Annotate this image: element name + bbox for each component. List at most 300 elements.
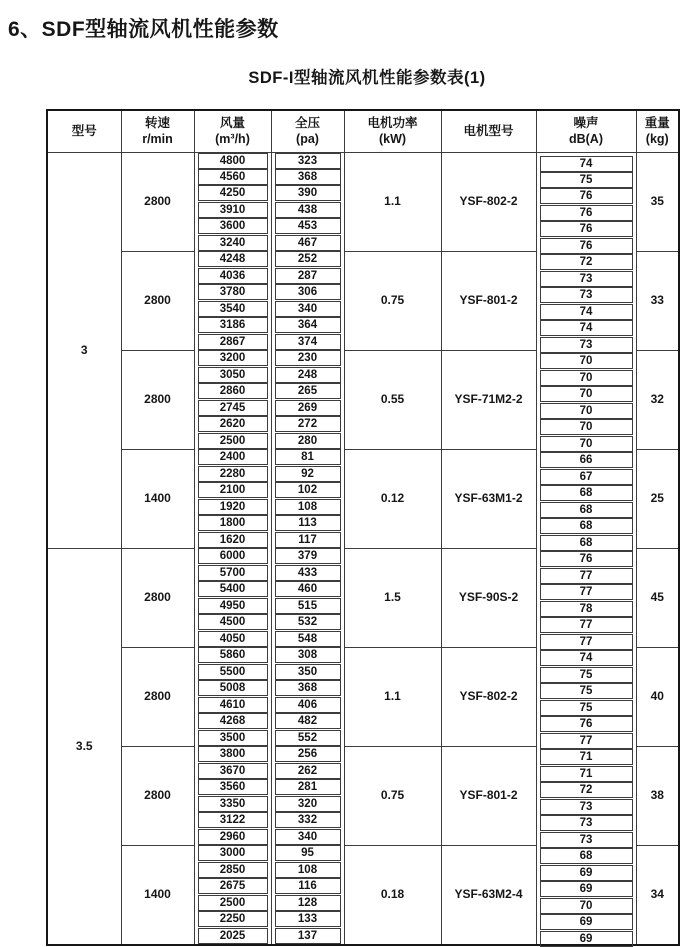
noise-cell-value: 77 [540,733,633,749]
pressure-cell-value: 287 [275,268,341,284]
airflow-cell-value: 3910 [198,202,268,218]
speed-cell: 2800 [121,251,194,350]
power-cell: 0.12 [344,449,441,548]
model-cell: 3.5 [47,548,121,945]
noise-cell [536,598,636,615]
pressure-cell-value: 117 [275,532,341,548]
airflow-cell-value: 2675 [198,878,268,894]
motor-model-cell: YSF-71M2-2 [441,350,536,449]
pressure-cell-value: 368 [275,680,341,696]
col-header-speed: 转速 r/min [121,110,194,152]
noise-cell-value: 68 [540,535,633,551]
pressure-cell-value: 320 [275,796,341,812]
noise-cell [536,416,636,433]
noise-cell-value: 70 [540,419,633,435]
weight-cell: 32 [636,350,679,449]
pressure-cell-value: 467 [275,235,341,251]
airflow-cell-value: 5400 [198,581,268,597]
airflow-cell-value: 2745 [198,400,268,416]
airflow-cell-value: 2867 [198,334,268,350]
pressure-cell-value: 265 [275,383,341,399]
airflow-cell-value: 3000 [198,845,268,861]
airflow-cell [194,383,271,400]
speed-cell: 1400 [121,845,194,945]
noise-cell-value: 68 [540,848,633,864]
noise-cell-value: 76 [540,551,633,567]
airflow-cell-value: 2500 [198,433,268,449]
motor-model-cell: YSF-801-2 [441,746,536,845]
airflow-cell-value: 2620 [198,416,268,432]
noise-cell [536,515,636,532]
airflow-cell-value: 3050 [198,367,268,383]
noise-cell-value: 74 [540,156,633,172]
noise-cell [536,350,636,367]
noise-cell [536,548,636,565]
noise-cell [536,796,636,813]
airflow-cell [194,218,271,235]
pressure-cell-value: 281 [275,779,341,795]
airflow-cell [194,796,271,813]
noise-cell [536,812,636,829]
pressure-cell [271,862,344,879]
speed-cell: 2800 [121,152,194,251]
airflow-cell-value: 4610 [198,697,268,713]
pressure-cell-value: 364 [275,317,341,333]
motor-model-cell: YSF-802-2 [441,647,536,746]
pressure-cell [271,202,344,219]
pressure-cell-value: 406 [275,697,341,713]
header-row [47,110,679,152]
pressure-cell-value: 108 [275,862,341,878]
weight-cell: 25 [636,449,679,548]
spec-row [47,548,679,565]
noise-cell-value: 72 [540,254,633,270]
pressure-cell [271,829,344,846]
airflow-cell-value: 4050 [198,631,268,647]
airflow-cell-value: 3670 [198,763,268,779]
noise-cell-value: 74 [540,304,633,320]
airflow-cell [194,581,271,598]
power-cell: 1.1 [344,647,441,746]
pressure-cell [271,631,344,648]
airflow-cell-value: 2025 [198,928,268,944]
noise-cell-value: 76 [540,221,633,237]
noise-cell [536,251,636,268]
noise-cell [536,482,636,499]
pressure-cell [271,548,344,565]
airflow-cell [194,152,271,169]
airflow-cell [194,565,271,582]
noise-cell-value: 70 [540,898,633,914]
noise-cell-value: 73 [540,337,633,353]
airflow-cell [194,779,271,796]
airflow-cell-value: 3600 [198,218,268,234]
pressure-cell [271,614,344,631]
pressure-cell-value: 374 [275,334,341,350]
pressure-cell [271,812,344,829]
spec-row [47,647,679,664]
noise-cell-value: 69 [540,931,633,947]
speed-cell: 2800 [121,350,194,449]
airflow-cell [194,416,271,433]
pressure-cell [271,367,344,384]
pressure-cell [271,400,344,417]
airflow-cell [194,235,271,252]
noise-cell [536,730,636,747]
pressure-cell-value: 308 [275,647,341,663]
pressure-cell-value: 113 [275,515,341,531]
noise-cell-value: 68 [540,485,633,501]
noise-cell-value: 66 [540,452,633,468]
pressure-cell [271,697,344,714]
airflow-cell [194,202,271,219]
noise-cell-value: 76 [540,716,633,732]
airflow-cell [194,284,271,301]
table-title: SDF-I型轴流风机性能参数表(1) [248,69,486,87]
pressure-cell [271,466,344,483]
airflow-cell-value: 1800 [198,515,268,531]
noise-cell [536,301,636,318]
airflow-cell [194,763,271,780]
noise-cell-value: 77 [540,568,633,584]
pressure-cell [271,515,344,532]
pressure-cell-value: 332 [275,812,341,828]
noise-cell [536,334,636,351]
airflow-cell-value: 3500 [198,730,268,746]
noise-cell [536,614,636,631]
weight-cell: 33 [636,251,679,350]
noise-cell-value: 70 [540,436,633,452]
pressure-cell-value: 340 [275,301,341,317]
airflow-cell [194,433,271,450]
pressure-cell [271,532,344,549]
pressure-cell-value: 368 [275,169,341,185]
speed-cell: 2800 [121,746,194,845]
airflow-cell-value: 6000 [198,548,268,564]
airflow-cell-value: 2860 [198,383,268,399]
noise-cell [536,284,636,301]
noise-cell [536,829,636,846]
airflow-cell [194,268,271,285]
col-header-power: 电机功率 (kW) [344,110,441,152]
airflow-cell [194,911,271,928]
speed-cell: 2800 [121,548,194,647]
airflow-cell [194,664,271,681]
noise-cell [536,499,636,516]
pressure-cell [271,350,344,367]
pressure-cell-value: 230 [275,350,341,366]
airflow-cell-value: 4268 [198,713,268,729]
noise-cell [536,581,636,598]
airflow-cell-value: 4248 [198,251,268,267]
motor-model-cell: YSF-63M1-2 [441,449,536,548]
noise-cell-value: 69 [540,881,633,897]
airflow-cell [194,598,271,615]
airflow-cell-value: 2250 [198,911,268,927]
noise-cell-value: 73 [540,271,633,287]
noise-cell-value: 69 [540,914,633,930]
airflow-cell-value: 3200 [198,350,268,366]
spec-row [47,350,679,367]
pressure-cell-value: 248 [275,367,341,383]
col-header-noise: 噪声 dB(A) [536,110,636,152]
noise-cell [536,680,636,697]
noise-cell [536,218,636,235]
weight-cell: 45 [636,548,679,647]
pressure-cell-value: 95 [275,845,341,861]
pressure-cell [271,383,344,400]
weight-cell: 38 [636,746,679,845]
pressure-cell-value: 340 [275,829,341,845]
noise-cell [536,400,636,417]
pressure-cell-value: 515 [275,598,341,614]
airflow-cell [194,746,271,763]
pressure-cell [271,581,344,598]
airflow-cell [194,845,271,862]
airflow-cell [194,466,271,483]
pressure-cell-value: 252 [275,251,341,267]
airflow-cell-value: 4250 [198,185,268,201]
noise-cell-value: 73 [540,287,633,303]
airflow-cell-value: 3780 [198,284,268,300]
pressure-cell-value: 482 [275,713,341,729]
power-cell: 1.1 [344,152,441,251]
pressure-cell [271,730,344,747]
noise-cell-value: 70 [540,370,633,386]
motor-model-cell: YSF-63M2-4 [441,845,536,945]
airflow-cell-value: 3560 [198,779,268,795]
pressure-cell-value: 81 [275,449,341,465]
power-cell: 1.5 [344,548,441,647]
pressure-cell-value: 433 [275,565,341,581]
pressure-cell [271,895,344,912]
noise-cell-value: 77 [540,634,633,650]
spec-row [47,251,679,268]
airflow-cell-value: 4560 [198,169,268,185]
noise-cell [536,185,636,202]
pressure-cell [271,680,344,697]
spec-row [47,152,679,169]
noise-cell-value: 72 [540,782,633,798]
pressure-cell-value: 256 [275,746,341,762]
airflow-cell-value: 3800 [198,746,268,762]
noise-cell [536,845,636,862]
pressure-cell-value: 102 [275,482,341,498]
pressure-cell [271,878,344,895]
airflow-cell [194,548,271,565]
airflow-cell [194,713,271,730]
pressure-cell [271,796,344,813]
airflow-cell [194,895,271,912]
noise-cell [536,152,636,169]
motor-model-cell: YSF-802-2 [441,152,536,251]
airflow-cell [194,829,271,846]
noise-cell-value: 73 [540,799,633,815]
noise-cell-value: 73 [540,832,633,848]
pressure-cell-value: 280 [275,433,341,449]
noise-cell [536,713,636,730]
motor-model-cell: YSF-90S-2 [441,548,536,647]
airflow-cell [194,878,271,895]
noise-cell [536,895,636,912]
pressure-cell-value: 390 [275,185,341,201]
pressure-cell [271,746,344,763]
pressure-cell-value: 128 [275,895,341,911]
pressure-cell [271,301,344,318]
noise-cell-value: 69 [540,865,633,881]
model-cell: 3 [47,152,121,548]
pressure-cell [271,235,344,252]
noise-cell [536,763,636,780]
pressure-cell-value: 272 [275,416,341,432]
pressure-cell [271,218,344,235]
pressure-cell [271,598,344,615]
pressure-cell-value: 438 [275,202,341,218]
spec-row [47,746,679,763]
airflow-cell-value: 3186 [198,317,268,333]
noise-cell-value: 68 [540,502,633,518]
airflow-cell-value: 2280 [198,466,268,482]
noise-cell-value: 77 [540,617,633,633]
airflow-cell [194,730,271,747]
noise-cell [536,317,636,334]
airflow-cell [194,334,271,351]
spec-table [46,109,680,946]
weight-cell: 34 [636,845,679,945]
airflow-cell [194,499,271,516]
airflow-cell [194,350,271,367]
airflow-cell-value: 3240 [198,235,268,251]
airflow-cell-value: 2850 [198,862,268,878]
airflow-cell-value: 4950 [198,598,268,614]
noise-cell [536,746,636,763]
weight-cell: 35 [636,152,679,251]
pressure-cell [271,185,344,202]
airflow-cell [194,812,271,829]
pressure-cell-value: 108 [275,499,341,515]
airflow-cell-value: 5700 [198,565,268,581]
noise-cell-value: 70 [540,386,633,402]
pressure-cell [271,284,344,301]
spec-row [47,449,679,466]
pressure-cell [271,152,344,169]
airflow-cell [194,928,271,945]
power-cell: 0.75 [344,251,441,350]
noise-cell-value: 75 [540,700,633,716]
speed-cell: 1400 [121,449,194,548]
col-header-weight: 重量 (kg) [636,110,679,152]
power-cell: 0.75 [344,746,441,845]
col-header-motor: 电机型号 [441,110,536,152]
noise-cell-value: 71 [540,766,633,782]
noise-cell-value: 74 [540,320,633,336]
pressure-cell [271,433,344,450]
noise-cell-value: 75 [540,667,633,683]
noise-cell [536,928,636,945]
noise-cell [536,449,636,466]
airflow-cell [194,317,271,334]
pressure-cell [271,482,344,499]
noise-cell-value: 76 [540,238,633,254]
noise-cell-value: 76 [540,205,633,221]
noise-cell-value: 68 [540,518,633,534]
airflow-cell [194,515,271,532]
airflow-cell [194,482,271,499]
pressure-cell-value: 552 [275,730,341,746]
airflow-cell [194,367,271,384]
pressure-cell [271,169,344,186]
noise-cell [536,647,636,664]
airflow-cell [194,185,271,202]
noise-cell [536,631,636,648]
airflow-cell-value: 1920 [198,499,268,515]
airflow-cell [194,680,271,697]
airflow-cell-value: 2500 [198,895,268,911]
pressure-cell-value: 379 [275,548,341,564]
noise-cell [536,268,636,285]
pressure-cell [271,268,344,285]
noise-cell [536,911,636,928]
page-title: 6、SDF型轴流风机性能参数 [8,18,279,41]
pressure-cell [271,928,344,945]
noise-cell-value: 71 [540,749,633,765]
airflow-cell [194,400,271,417]
pressure-cell [271,713,344,730]
airflow-cell-value: 2400 [198,449,268,465]
power-cell: 0.18 [344,845,441,945]
pressure-cell-value: 350 [275,664,341,680]
noise-cell [536,664,636,681]
noise-cell [536,433,636,450]
pressure-cell [271,416,344,433]
noise-cell [536,532,636,549]
pressure-cell-value: 116 [275,878,341,894]
pressure-cell [271,317,344,334]
airflow-cell-value: 5500 [198,664,268,680]
noise-cell [536,202,636,219]
airflow-cell-value: 5860 [198,647,268,663]
noise-cell-value: 70 [540,353,633,369]
pressure-cell-value: 137 [275,928,341,944]
pressure-cell [271,449,344,466]
pressure-cell [271,911,344,928]
noise-cell-value: 78 [540,601,633,617]
noise-cell-value: 73 [540,815,633,831]
pressure-cell-value: 262 [275,763,341,779]
noise-cell [536,862,636,879]
pressure-cell [271,647,344,664]
weight-cell: 40 [636,647,679,746]
power-cell: 0.55 [344,350,441,449]
airflow-cell-value: 1620 [198,532,268,548]
pressure-cell [271,763,344,780]
noise-cell [536,878,636,895]
airflow-cell-value: 4036 [198,268,268,284]
pressure-cell-value: 92 [275,466,341,482]
noise-cell [536,169,636,186]
airflow-cell [194,449,271,466]
col-header-model: 型号 [47,110,121,152]
airflow-cell-value: 3540 [198,301,268,317]
airflow-cell [194,251,271,268]
noise-cell-value: 74 [540,650,633,666]
pressure-cell [271,499,344,516]
noise-cell-value: 75 [540,172,633,188]
airflow-cell [194,862,271,879]
noise-cell [536,367,636,384]
airflow-cell [194,614,271,631]
pressure-cell [271,779,344,796]
